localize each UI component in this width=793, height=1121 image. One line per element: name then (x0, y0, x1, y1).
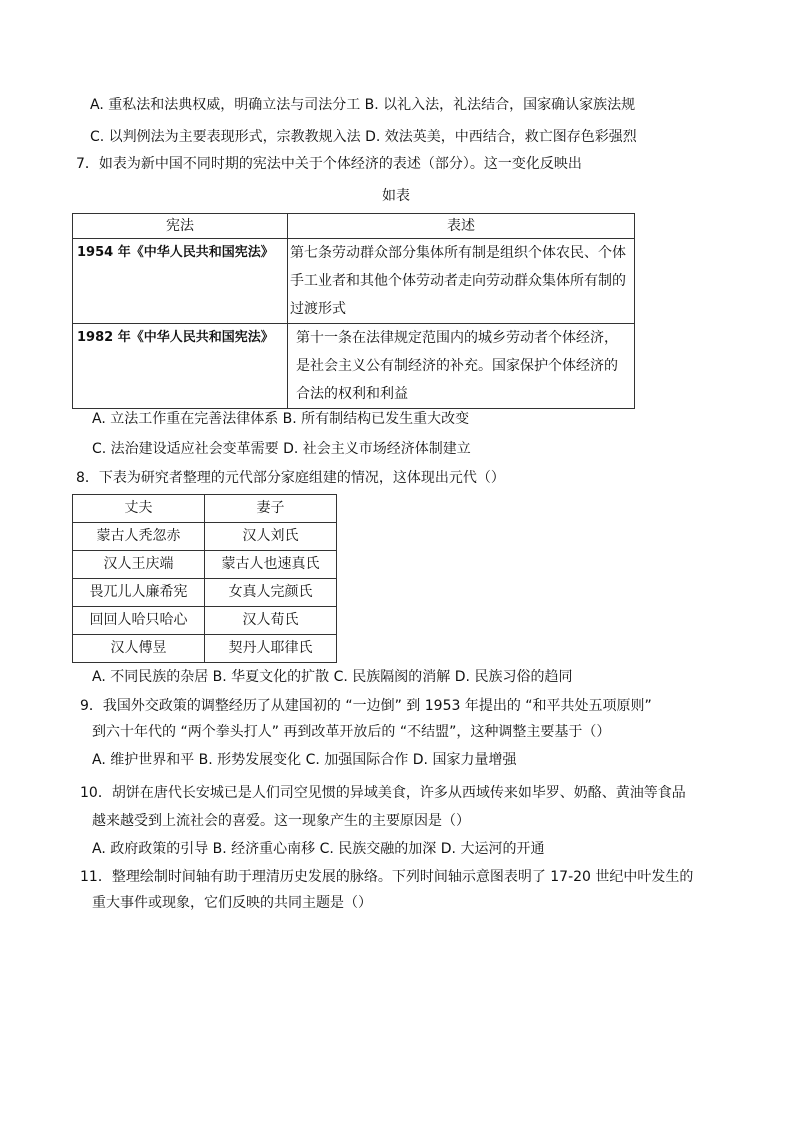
table-row (73, 523, 337, 551)
table-header-cell: 丈夫 (73, 495, 205, 523)
table-cell-husband: 蒙古人秃忽赤 (73, 523, 205, 551)
table-row (73, 324, 635, 409)
table-cell-wife: 女真人完颜氏 (205, 579, 337, 607)
table-cell-law: 1954 年《中华人民共和国宪法》 (73, 239, 288, 324)
table-header-cell: 宪法 (73, 214, 288, 239)
table-cell-wife: 汉人荀氏 (205, 607, 337, 635)
q7-stem: 7．如表为新中国不同时期的宪法中关于个体经济的表述（部分）。这一变化反映出 (76, 156, 582, 172)
description-line: 第七条劳动群众部分集体所有制是组织个体农民、个体 (290, 245, 626, 261)
q6-options-ab: A. 重私法和法典权威，明确立法与司法分工 B. 以礼入法，礼法结合，国家确认家族法规 (90, 97, 636, 113)
q7-table-caption: 如表 (382, 188, 410, 204)
table-cell-wife: 蒙古人也速真氏 (205, 551, 337, 579)
description-line: 第十一条在法律规定范围内的城乡劳动者个体经济， (296, 330, 618, 346)
table-cell-husband: 畏兀儿人廉希宪 (73, 579, 205, 607)
table-cell-husband: 汉人王庆端 (73, 551, 205, 579)
table-cell-wife: 汉人刘氏 (205, 523, 337, 551)
table-row (73, 607, 337, 635)
q8-stem: 8．下表为研究者整理的元代部分家庭组建的情况，这体现出元代（） (76, 470, 505, 486)
table-header-cell: 表述 (288, 214, 635, 239)
q10-stem-line2: 越来越受到上流社会的喜爱。这一现象产生的主要原因是（） (92, 813, 470, 829)
q7-options-cd: C. 法治建设适应社会变革需要 D. 社会主义市场经济体制建立 (92, 441, 471, 457)
table-header-cell: 妻子 (205, 495, 337, 523)
table-cell-description (288, 239, 635, 324)
q11-stem-line1: 11．整理绘制时间轴有助于理清历史发展的脉络。下列时间轴示意图表明了 17-20 世纪中叶发生的 (80, 869, 694, 885)
description-line: 合法的权利和利益 (296, 386, 408, 402)
q11-stem-line2: 重大事件或现象，它们反映的共同主题是（） (92, 895, 372, 911)
q8-options: A. 不同民族的杂居 B. 华夏文化的扩散 C. 民族隔阂的消解 D. 民族习俗的趋同 (92, 669, 573, 685)
table-cell-description (288, 324, 635, 409)
q10-options: A. 政府政策的引导 B. 经济重心南移 C. 民族交融的加深 D. 大运河的开通 (92, 841, 545, 857)
table-cell-husband: 回回人哈只哈心 (73, 607, 205, 635)
description-line: 是社会主义公有制经济的补充。国家保护个体经济的 (296, 358, 618, 374)
table-header-row (73, 214, 635, 239)
q9-options: A. 维护世界和平 B. 形势发展变化 C. 加强国际合作 D. 国家力量增强 (92, 752, 517, 768)
table-row (73, 635, 337, 663)
table-cell-wife: 契丹人耶律氏 (205, 635, 337, 663)
table-row (73, 551, 337, 579)
description-line: 手工业者和其他个体劳动者走向劳动群众集体所有制的 (290, 273, 626, 289)
q9-stem-line2: 到六十年代的 “两个拳头打人” 再到改革开放后的 “不结盟”，这种调整主要基于（） (92, 724, 611, 740)
table-row (73, 239, 635, 324)
table-row (73, 579, 337, 607)
q7-options-ab: A. 立法工作重在完善法律体系 B. 所有制结构已发生重大改变 (92, 411, 470, 427)
q10-stem-line1: 10．胡饼在唐代长安城已是人们司空见惯的异域美食，许多从西域传来如毕罗、奶酪、黄油等食品 (80, 785, 686, 801)
table-cell-law: 1982 年《中华人民共和国宪法》 (73, 324, 288, 409)
table-cell-husband: 汉人傅昱 (73, 635, 205, 663)
q6-options-cd: C. 以判例法为主要表现形式，宗教教规入法 D. 效法英美，中西结合，救亡图存色彩强烈 (90, 129, 637, 145)
table-header-row (73, 495, 337, 523)
description-line: 过渡形式 (290, 301, 346, 317)
q8-table (72, 494, 337, 663)
q9-stem-line1: 9．我国外交政策的调整经历了从建国初的 “一边倒” 到 1953 年提出的 “和平共处五项原则” (80, 698, 652, 714)
q7-table (72, 213, 635, 409)
